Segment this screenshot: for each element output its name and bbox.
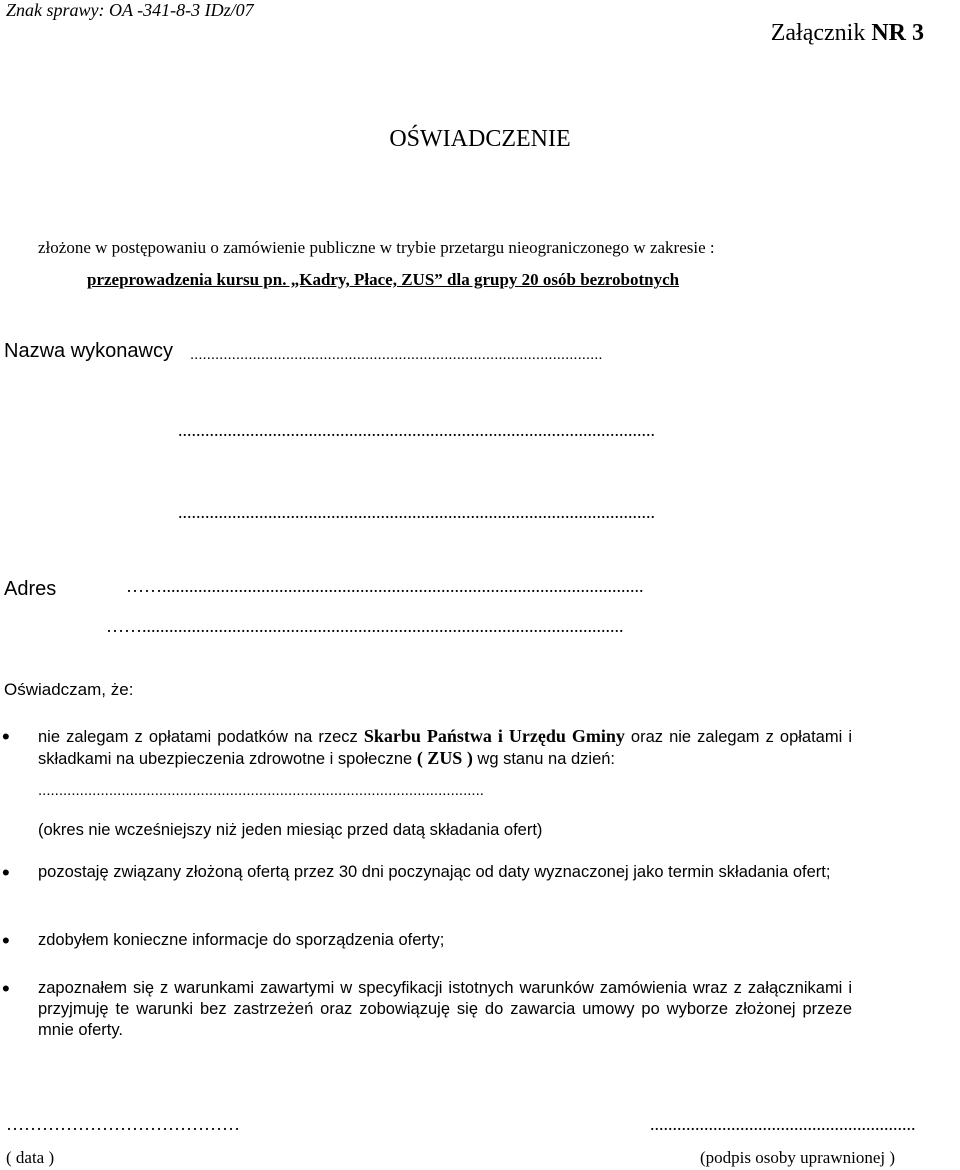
date-signature-line[interactable]: ………………………………… <box>6 1114 240 1134</box>
date-note: (okres nie wcześniejszy niż jeden miesiąc przed datą składania ofert) <box>38 821 543 839</box>
signature-label: (podpis osoby uprawnionej ) <box>700 1148 896 1167</box>
bullet-icon: • <box>2 976 10 1001</box>
case-reference: Znak sprawy: OA -341-8-3 IDz/07 <box>6 0 254 20</box>
date-field[interactable]: ........................................................................................................... <box>38 782 484 799</box>
list-item-text: zdobyłem konieczne informacje do sporządzenia oferty; <box>38 931 445 949</box>
address-field-line-2[interactable]: ……........................................................................................................... <box>106 616 624 636</box>
bullet-icon: • <box>2 724 10 749</box>
contractor-name-line-3[interactable]: .......................................................................................................... <box>178 502 655 522</box>
document-title: OŚWIADCZENIE <box>389 126 571 152</box>
attachment-label <box>771 20 924 47</box>
list-item-text <box>38 726 852 770</box>
contractor-name-field[interactable]: ................................................................................................... <box>190 346 603 363</box>
contractor-name-line-2[interactable]: .......................................................................................................... <box>178 420 655 440</box>
attachment-number: NR 3 <box>871 20 924 46</box>
attachment-prefix: Załącznik <box>770 20 872 46</box>
item-1-part-a: nie zalegam z opłatami podatków na rzecz <box>38 728 364 746</box>
intro-text: złożone w postępowaniu o zamówienie publiczne w trybie przetargu nieograniczonego w zakresie : <box>38 238 715 257</box>
list-item-text: pozostaję związany złożoną ofertą przez 30 dni poczynając od daty wyznaczonej jako termin składania ofert; <box>38 863 831 881</box>
address-label: Adres <box>4 578 57 600</box>
date-label: ( data ) <box>6 1148 55 1167</box>
bullet-icon: • <box>2 928 10 953</box>
subject-text: przeprowadzenia kursu pn. „Kadry, Płace, ZUS” dla grupy 20 osób bezrobotnych <box>87 270 680 289</box>
item-1-part-c: oraz nie zalegam z opłatami i składkami na ubezpieczenia zdrowotne i społeczne <box>38 728 852 768</box>
signature-line[interactable]: ........................................................... <box>650 1114 916 1134</box>
item-1-institutions: Skarbu Państwa i Urzędu Gminy <box>363 726 625 746</box>
contractor-name-label: Nazwa wykonawcy <box>4 340 173 362</box>
item-1-zus: ( ZUS ) <box>416 748 473 768</box>
list-item-text: zapoznałem się z warunkami zawartymi w specyfikacji istotnych warunków zamówienia wraz z załącznikami i przyjmuję te warunki bez zastrzeżeń oraz zobowiązuję się do zawarcia umowy po wyborze złożonej przeze mnie oferty. <box>38 979 852 1039</box>
declaration-label: Oświadczam, że: <box>4 680 134 699</box>
address-field-line-1[interactable]: ……........................................................................................................... <box>126 576 644 596</box>
bullet-icon: • <box>2 860 10 885</box>
item-1-part-e: wg stanu na dzień: <box>472 750 616 768</box>
